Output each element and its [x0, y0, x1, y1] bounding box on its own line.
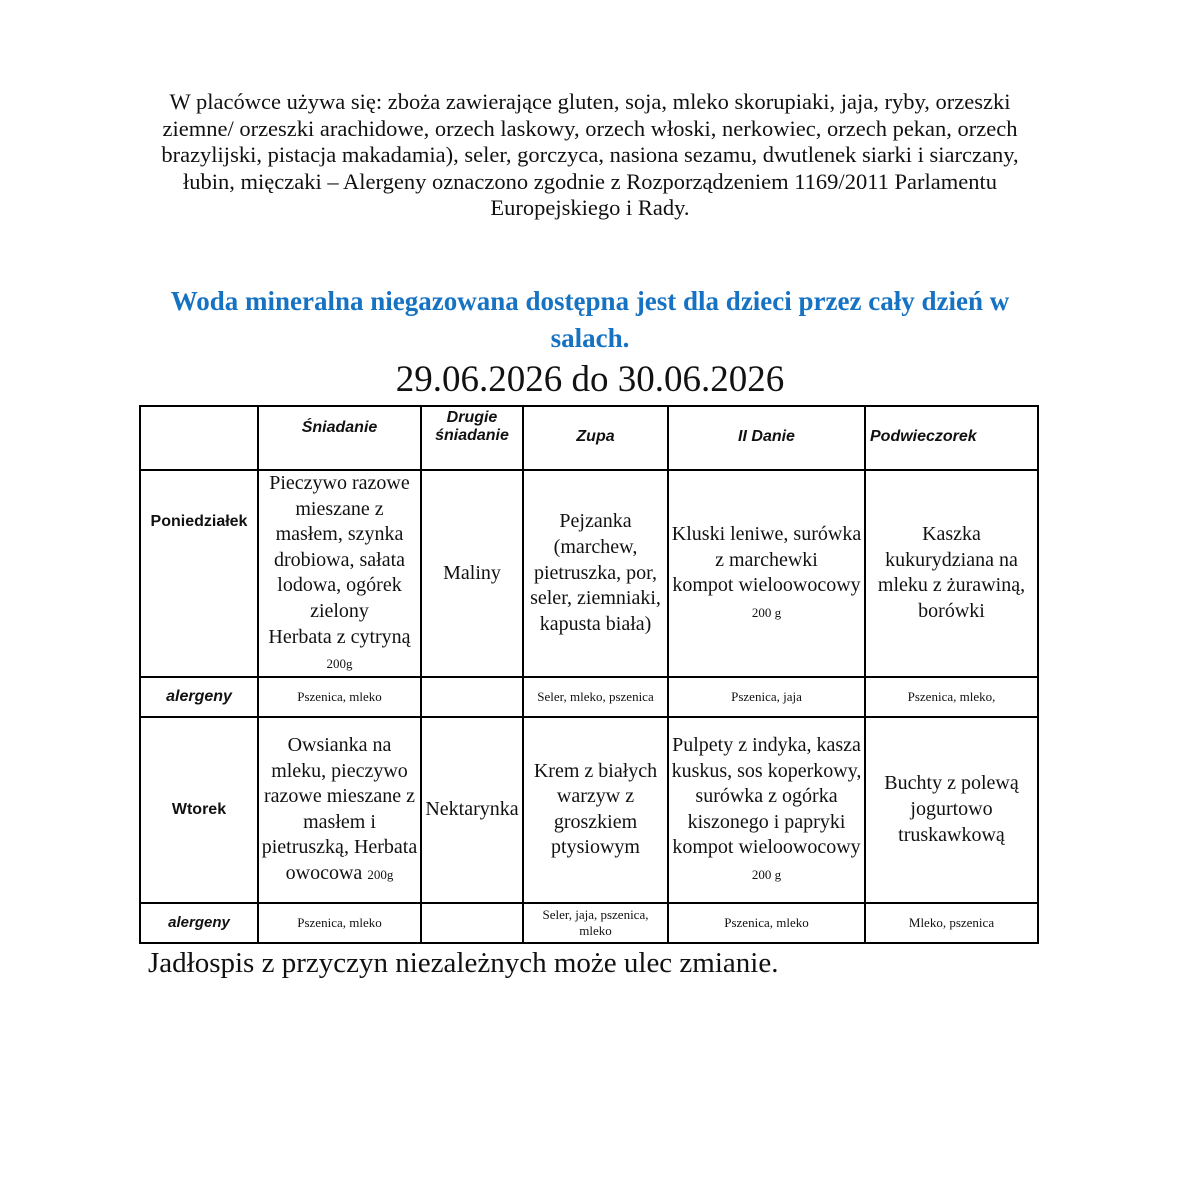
portion-size: 200g	[326, 656, 353, 672]
header-ii-danie: II Danie	[668, 406, 865, 470]
dish-drugie-sniadanie: Nektarynka	[421, 717, 523, 903]
header-zupa: Zupa	[523, 406, 668, 470]
allergen-zupa: Seler, jaja, pszenica, mleko	[523, 903, 668, 943]
allergen-podwieczorek: Mleko, pszenica	[865, 903, 1038, 943]
header-empty-cell	[140, 406, 258, 470]
allergen-sniadanie: Pszenica, mleko	[258, 677, 421, 717]
dish-podwieczorek: Buchty z polewą jogurtowo truskawkową	[865, 717, 1038, 903]
portion-size: 200 g	[751, 866, 782, 882]
allergen-ii-danie: Pszenica, mleko	[668, 903, 865, 943]
allergen-sniadanie: Pszenica, mleko	[258, 903, 421, 943]
dish-text: Owsianka na mleku, pieczywo razowe mieszane z masłem i pietruszką, Herbata owocowa	[261, 733, 418, 884]
dish-ii-danie	[668, 717, 865, 903]
allergen-intro: W placówce używa się: zboża zawierające gluten, soja, mleko skorupiaki, jaja, ryby, orzeszki ziemne/ orzeszki arachidowe, orzech laskowy, orzech włoski, nerkowiec, orzech pekan, orzech brazylijski, pistacja makadamia), seler, gorczyca, nasiona sezamu, dwutlenek siarki i siarczany, łubin, mięczaki – Alergeny oznaczono zgodnie z Rozporządzeniem 1169/2011 Parlamentu Europejskiego i Rady.	[161, 89, 1019, 220]
water-notice: Woda mineralna niegazowana dostępna jest dla dzieci przez cały dzień w salach.	[170, 286, 1010, 353]
dish-zupa: Pejzanka (marchew, pietruszka, por, seler, ziemniaki, kapusta biała)	[523, 470, 668, 677]
allergen-label: alergeny	[140, 677, 258, 717]
header-drugie-sniadanie	[421, 406, 523, 470]
portion-size: 200g	[367, 866, 394, 882]
dish-sniadanie	[258, 470, 421, 677]
dish-text: Pulpety z indyka, kasza kuskus, sos koperkowy, surówka z ogórka kiszonego i papryki kompot wieloowocowy	[671, 733, 862, 859]
portion-size: 200 g	[751, 604, 782, 620]
table-header-row	[140, 406, 1038, 470]
menu-table	[139, 405, 1039, 944]
table-row	[140, 470, 1038, 677]
allergen-zupa: Seler, mleko, pszenica	[523, 677, 668, 717]
header-drugie-line2: śniadanie	[435, 427, 509, 444]
dish-drugie-sniadanie: Maliny	[421, 470, 523, 677]
table-row	[140, 717, 1038, 903]
header-sniadanie: Śniadanie	[258, 406, 421, 470]
header-podwieczorek: Podwieczorek	[865, 406, 1038, 470]
footer-note: Jadłospis z przyczyn niezależnych może ulec zmianie.	[148, 947, 779, 979]
allergen-drugie-sniadanie	[421, 677, 523, 717]
allergen-podwieczorek: Pszenica, mleko,	[865, 677, 1038, 717]
dish-zupa: Krem z białych warzyw z groszkiem ptysiowym	[523, 717, 668, 903]
dish-text: Kluski leniwe, surówka z marchewki kompot wieloowocowy	[671, 523, 862, 597]
day-name: Wtorek	[140, 717, 258, 903]
date-range: 29.06.2026 do 30.06.2026	[395, 359, 785, 400]
dish-sniadanie	[258, 717, 421, 903]
header-drugie-line1: Drugie	[446, 409, 498, 426]
allergen-row	[140, 677, 1038, 717]
allergen-label: alergeny	[140, 903, 258, 943]
allergen-ii-danie: Pszenica, jaja	[668, 677, 865, 717]
dish-podwieczorek: Kaszka kukurydziana na mleku z żurawiną, borówki	[865, 470, 1038, 677]
allergen-row	[140, 903, 1038, 943]
dish-text: Pieczywo razowe mieszane z masłem, szynka drobiowa, sałata lodowa, ogórek zielony Herbata z cytryną	[268, 472, 411, 648]
dish-ii-danie	[668, 470, 865, 677]
day-name: Poniedziałek	[140, 470, 258, 677]
allergen-drugie-sniadanie	[421, 903, 523, 943]
